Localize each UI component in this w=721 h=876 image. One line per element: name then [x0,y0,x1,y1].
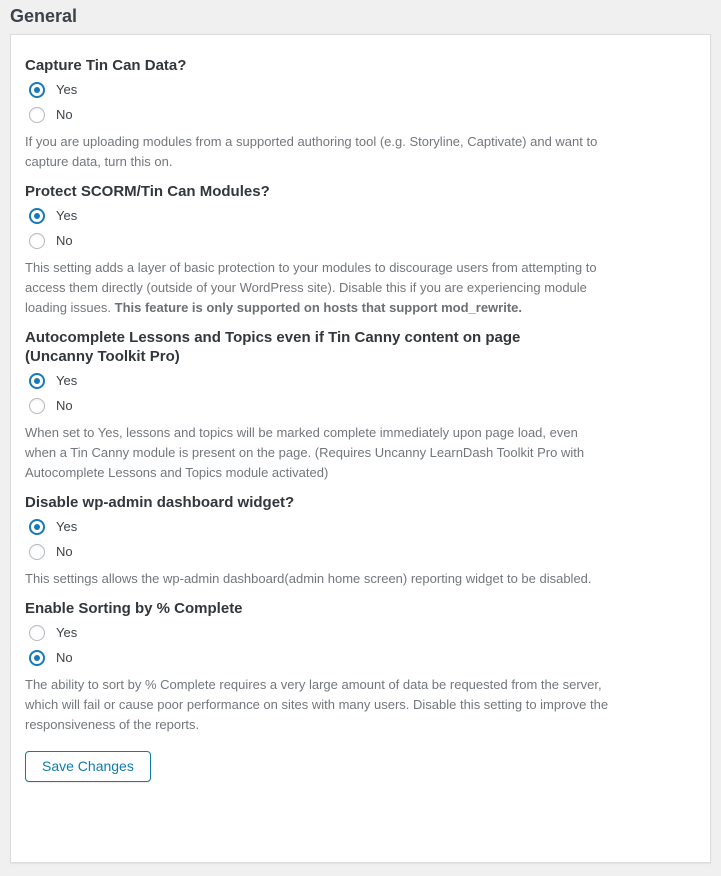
radio-option-no[interactable] [29,650,696,666]
radio-option-no[interactable] [29,398,696,414]
settings-card [10,34,711,863]
radio-icon[interactable] [29,373,45,389]
radio-icon[interactable] [29,208,45,224]
radio-icon[interactable] [29,82,45,98]
radio-label[interactable]: Yes [56,519,78,534]
help-text-bold: This feature is only supported on hosts that support mod_rewrite. [114,300,522,315]
radio-icon[interactable] [29,544,45,560]
setting-title: Autocomplete Lessons and Topics even if Tin Canny content on page (Uncanny Toolkit Pro) [25,329,521,365]
help-text [25,423,610,483]
radio-option-yes[interactable] [29,519,696,535]
help-text [25,675,610,735]
radio-label[interactable]: No [56,233,73,248]
radio-label[interactable]: Yes [56,373,78,388]
radio-option-yes[interactable] [29,373,696,389]
help-text [25,132,610,172]
setting-enable-sorting-percent-complete [25,599,696,735]
setting-title: Protect SCORM/Tin Can Modules? [25,183,270,200]
radio-option-no[interactable] [29,107,696,123]
radio-icon[interactable] [29,519,45,535]
radio-label[interactable]: No [56,107,73,122]
radio-icon[interactable] [29,398,45,414]
setting-title: Disable wp-admin dashboard widget? [25,494,295,511]
page-title: General [10,6,78,26]
setting-autocomplete-lessons-topics [25,328,696,483]
help-text-body: The ability to sort by % Complete requires a very large amount of data be requested from the server, which will fail or cause poor performance on sites with many users. Disable this setting to improve the responsiveness of the reports. [25,677,609,732]
save-changes-button[interactable]: Save Changes [25,751,151,782]
radio-option-yes[interactable] [29,625,696,641]
radio-label[interactable]: Yes [56,208,78,223]
setting-capture-tin-can-data [25,56,696,172]
setting-title: Enable Sorting by % Complete [25,600,243,617]
help-text-body: This setting adds a layer of basic protection to your modules to discourage users from attempting to access them directly (outside of your WordPress site). Disable this if you are experiencing module loading issues. [25,260,597,315]
help-text [25,258,610,318]
radio-option-yes[interactable] [29,82,696,98]
help-text-body: If you are uploading modules from a supported authoring tool (e.g. Storyline, Captivate) and want to capture data, turn this on. [25,134,598,169]
radio-label[interactable]: No [56,544,73,559]
radio-icon[interactable] [29,233,45,249]
radio-label[interactable]: No [56,650,73,665]
radio-option-no[interactable] [29,233,696,249]
setting-protect-scorm-modules [25,182,696,318]
radio-icon[interactable] [29,107,45,123]
radio-label[interactable]: No [56,398,73,413]
setting-title: Capture Tin Can Data? [25,57,187,74]
help-text [25,569,610,589]
radio-label[interactable]: Yes [56,82,78,97]
radio-label[interactable]: Yes [56,625,78,640]
radio-option-no[interactable] [29,544,696,560]
help-text-body: When set to Yes, lessons and topics will be marked complete immediately upon page load, even when a Tin Canny module is present on the page. (Requires Uncanny LearnDash Toolkit Pro with Autocomplete Lessons and Topics module activated) [25,425,585,480]
radio-icon[interactable] [29,625,45,641]
radio-option-yes[interactable] [29,208,696,224]
help-text-body: This settings allows the wp-admin dashboard(admin home screen) reporting widget to be disabled. [25,571,592,586]
setting-disable-dashboard-widget [25,493,696,589]
radio-icon[interactable] [29,650,45,666]
